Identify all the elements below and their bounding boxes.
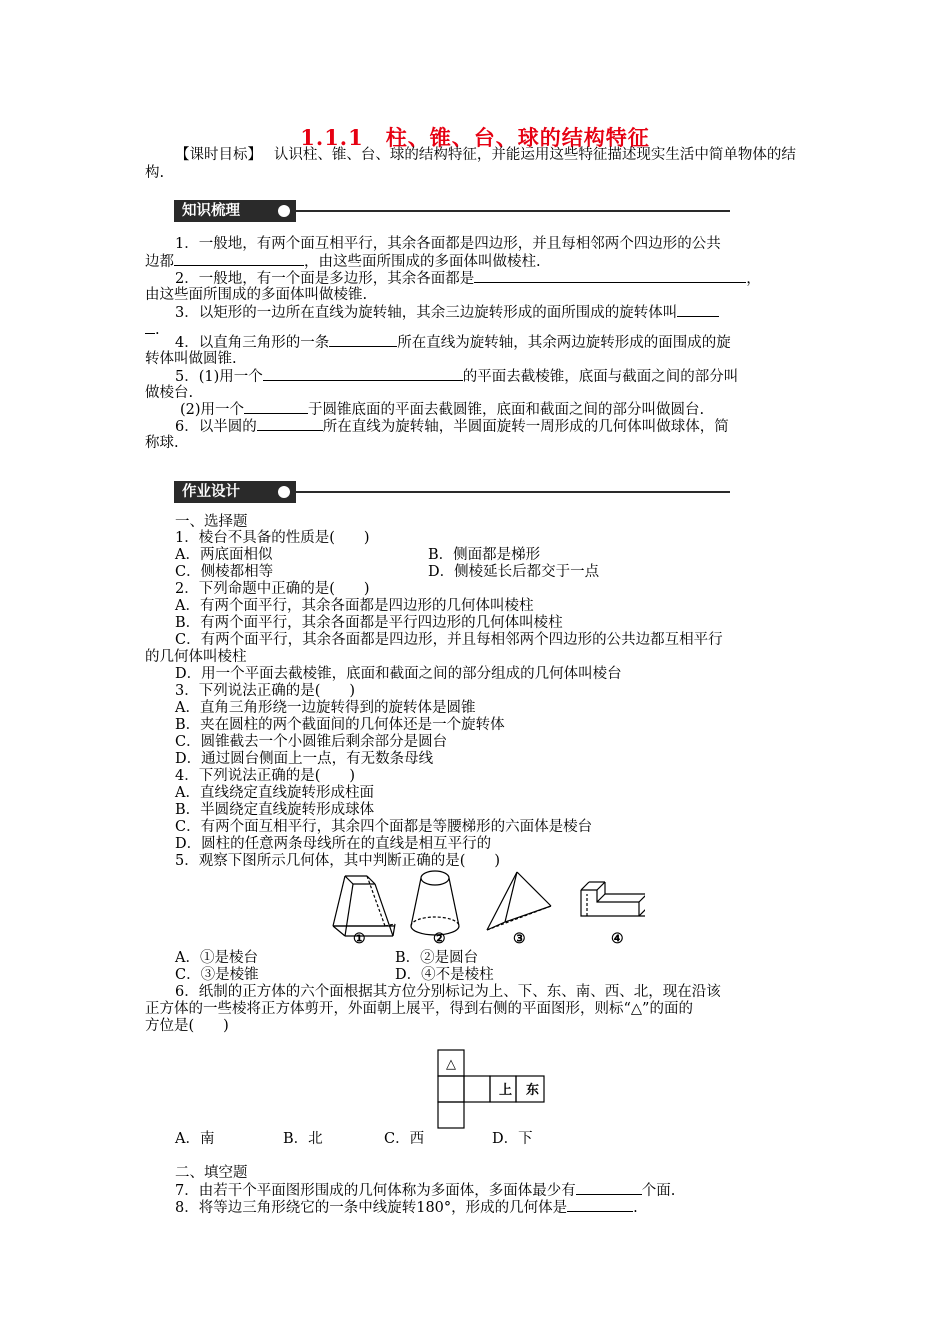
- q5-option-a[interactable]: A．①是棱台: [175, 950, 258, 966]
- answer-blank[interactable]: [567, 1199, 633, 1212]
- q4-option-c[interactable]: C．有两个面互相平行，其余四个面都是等腰梯形的六面体是棱台: [175, 819, 593, 835]
- q4-option-b[interactable]: B．半圆绕定直线旋转形成球体: [175, 802, 375, 818]
- answer-blank[interactable]: [677, 304, 719, 317]
- k5b-line1: (2)用一个 于圆锥底面的平面去截圆锥，底面和截面之间的部分叫做圆台.: [180, 402, 705, 418]
- q1-option-b[interactable]: B．侧面都是梯形: [428, 547, 541, 563]
- pyramid-figure: [487, 872, 551, 930]
- frustum-cone-figure: [411, 871, 459, 935]
- q4-option-a[interactable]: A．直线绕定直线旋转形成柱面: [175, 785, 374, 801]
- answer-blank[interactable]: [257, 418, 323, 431]
- answer-blank[interactable]: [263, 368, 463, 381]
- q6-line1: 6．纸制的正方体的六个面根据其方位分别标记为上、下、东、南、西、北，现在沿该: [175, 984, 721, 1000]
- q6-line3: 方位是( ): [145, 1018, 229, 1034]
- k2-line2: 由这些面所围成的多面体叫做棱锥.: [145, 287, 368, 303]
- q1-option-c[interactable]: C．侧棱都相等: [175, 564, 274, 580]
- goal-text: 认识柱、锥、台、球的结构特征，并能运用这些特征描述现实生活中简单物体的结构.: [145, 147, 796, 181]
- k4-line1: 4．以直角三角形的一条 所在直线为旋转轴，其余两边旋转形成的面围成的旋: [175, 335, 731, 351]
- part-choice-heading: 一、选择题: [175, 514, 248, 530]
- banner-rule: [296, 210, 730, 212]
- k6-line1: 6．以半圆的 所在直线为旋转轴，半圆面旋转一周形成的几何体叫做球体，简: [175, 419, 729, 435]
- q3-option-c[interactable]: C．圆锥截去一个小圆锥后剩余部分是圆台: [175, 734, 448, 750]
- banner-label: 知识梳理: [174, 200, 296, 222]
- l-prism-figure: [581, 882, 645, 916]
- banner-rule: [296, 491, 730, 493]
- figure-label-4: ④: [611, 931, 624, 947]
- q6-option-a[interactable]: A．南: [175, 1131, 215, 1147]
- k1-line2: 边都 ，由这些面所围成的多面体叫做棱柱.: [145, 254, 541, 270]
- goal-label: 【课时目标】: [175, 147, 255, 163]
- net-up-label: 上: [499, 1083, 513, 1098]
- k2-line1: 2．一般地，有一个面是多边形，其余各面都是 ，: [175, 271, 761, 287]
- q2-option-b[interactable]: B．有两个面平行，其余各面都是平行四边形的几何体叫棱柱: [175, 615, 563, 631]
- figure-label-2: ②: [433, 931, 446, 947]
- k5-line1: 5．(1)用一个 的平面去截棱锥，底面与截面之间的部分叫: [175, 369, 739, 385]
- q1-option-a[interactable]: A．两底面相似: [175, 547, 273, 563]
- q2-option-d[interactable]: D．用一个平面去截棱锥，底面和截面之间的部分组成的几何体叫棱台: [175, 666, 622, 682]
- q5-stem: 5．观察下图所示几何体，其中判断正确的是( ): [175, 853, 501, 869]
- q2-stem: 2．下列命题中正确的是( ): [175, 581, 370, 597]
- answer-blank[interactable]: [145, 321, 155, 334]
- q4-stem: 4．下列说法正确的是( ): [175, 768, 356, 784]
- q6-option-b[interactable]: B．北: [283, 1131, 323, 1147]
- q2-option-a[interactable]: A．有两个面平行，其余各面都是四边形的几何体叫棱柱: [175, 598, 534, 614]
- page-title: 1.1.1 柱、锥、台、球的结构特征: [300, 125, 650, 150]
- q3-stem: 3．下列说法正确的是( ): [175, 683, 356, 699]
- q5-option-c[interactable]: C．③是棱锥: [175, 967, 259, 983]
- q7-line: 7．由若干个平面图形围成的几何体称为多面体，多面体最少有 个面.: [175, 1183, 676, 1199]
- q4-option-d[interactable]: D．圆柱的任意两条母线所在的直线是相互平行的: [175, 836, 492, 852]
- k4-line2: 转体叫做圆锥.: [145, 351, 237, 367]
- q1-stem: 1．棱台不具备的性质是( ): [175, 530, 370, 546]
- banner-label: 作业设计: [174, 481, 296, 503]
- k3-line1: 3．以矩形的一边所在直线为旋转轴，其余三边旋转形成的面所围成的旋转体叫: [175, 304, 719, 322]
- banner-dot-icon: [278, 486, 290, 498]
- k5-line2: 做棱台.: [145, 385, 194, 401]
- q5-figures: [325, 864, 645, 956]
- q6-option-d[interactable]: D．下: [492, 1131, 533, 1147]
- answer-blank[interactable]: [244, 401, 308, 414]
- answer-blank[interactable]: [174, 253, 304, 266]
- q5-option-b[interactable]: B．②是圆台: [395, 950, 479, 966]
- q2-option-c-cont: 的几何体叫棱柱: [145, 649, 247, 665]
- q2-option-c[interactable]: C．有两个面平行，其余各面都是四边形，并且每相邻两个四边形的公共边都互相平行: [175, 632, 723, 648]
- net-triangle-label: △: [446, 1057, 456, 1072]
- q3-option-d[interactable]: D．通过圆台侧面上一点，有无数条母线: [175, 751, 434, 767]
- part-fill-heading: 二、填空题: [175, 1165, 248, 1181]
- net-east-label: 东: [526, 1083, 540, 1098]
- answer-blank[interactable]: [329, 334, 397, 347]
- q1-option-d[interactable]: D．侧棱延长后都交于一点: [428, 564, 600, 580]
- q3-option-a[interactable]: A．直角三角形绕一边旋转得到的旋转体是圆锥: [175, 700, 476, 716]
- q8-line: 8．将等边三角形绕它的一条中线旋转180°，形成的几何体是 .: [175, 1200, 638, 1216]
- frustum-pyramid-figure: [333, 876, 395, 936]
- figure-label-3: ③: [513, 931, 526, 947]
- q6-line2: 正方体的一些棱将正方体剪开，外面朝上展平，得到右侧的平面图形，则标“△”的面的: [145, 1001, 693, 1017]
- banner-dot-icon: [278, 205, 290, 217]
- answer-blank[interactable]: [474, 270, 746, 283]
- lesson-goal: [145, 147, 805, 182]
- answer-blank[interactable]: [576, 1182, 642, 1195]
- q5-option-d[interactable]: D．④不是棱柱: [395, 967, 494, 983]
- q6-option-c[interactable]: C．西: [384, 1131, 425, 1147]
- figure-label-1: ①: [353, 931, 366, 947]
- k6-line2: 称球.: [145, 435, 179, 451]
- k3-line2: .: [145, 321, 160, 339]
- q3-option-b[interactable]: B．夹在圆柱的两个截面间的几何体还是一个旋转体: [175, 717, 505, 733]
- k1-line1: 1．一般地，有两个面互相平行，其余各面都是四边形，并且每相邻两个四边形的公共: [175, 236, 721, 252]
